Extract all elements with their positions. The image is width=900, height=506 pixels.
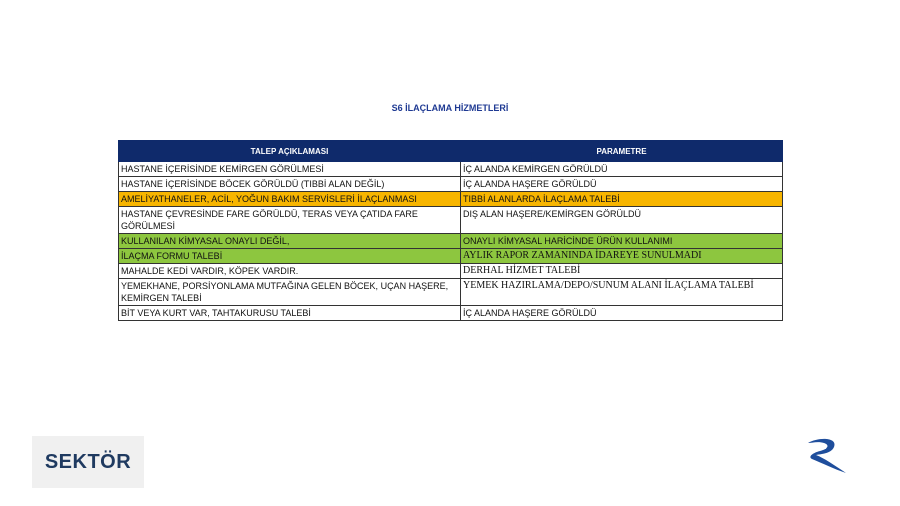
cell-parametre: TIBBİ ALANLARDA İLAÇLAMA TALEBİ: [461, 192, 783, 207]
cell-parametre: DERHAL HİZMET TALEBİ: [461, 264, 783, 279]
cell-parametre: YEMEK HAZIRLAMA/DEPO/SUNUM ALANI İLAÇLAMA TALEBİ: [461, 279, 783, 306]
cell-talep: HASTANE ÇEVRESİNDE FARE GÖRÜLDÜ, TERAS VEYA ÇATIDA FARE GÖRÜLMESİ: [119, 207, 461, 234]
header-parametre: PARAMETRE: [461, 141, 783, 162]
ilaclama-table: [118, 140, 783, 321]
sektor-logo: [32, 436, 144, 488]
table-row: [119, 207, 783, 234]
cell-parametre: DIŞ ALAN HAŞERE/KEMİRGEN GÖRÜLDÜ: [461, 207, 783, 234]
cell-talep: HASTANE İÇERİSİNDE KEMİRGEN GÖRÜLMESİ: [119, 162, 461, 177]
cell-parametre: İÇ ALANDA HAŞERE GÖRÜLDÜ: [461, 306, 783, 321]
table-row: [119, 306, 783, 321]
sektor-logo-text: SEKTÖR: [44, 450, 132, 473]
r-swoosh-logo-icon: [804, 437, 848, 477]
cell-talep: HASTANE İÇERİSİNDE BÖCEK GÖRÜLDÜ (TIBBİ ALAN DEĞİL): [119, 177, 461, 192]
table-row: [119, 192, 783, 207]
table-row: [119, 249, 783, 264]
page-title: S6 İLAÇLAMA HİZMETLERİ: [391, 103, 509, 113]
cell-talep: KULLANILAN KİMYASAL ONAYLI DEĞİL,: [119, 234, 461, 249]
table-header-row: [119, 141, 783, 162]
cell-talep: İLAÇMA FORMU TALEBİ: [119, 249, 461, 264]
table-row: [119, 279, 783, 306]
header-talep: TALEP AÇIKLAMASI: [119, 141, 461, 162]
cell-parametre: ONAYLI KİMYASAL HARİCİNDE ÜRÜN KULLANIMI: [461, 234, 783, 249]
table-row: [119, 177, 783, 192]
cell-talep: AMELİYATHANELER, ACİL, YOĞUN BAKIM SERVİSLERİ İLAÇLANMASI: [119, 192, 461, 207]
cell-talep: YEMEKHANE, PORSİYONLAMA MUTFAĞINA GELEN BÖCEK, UÇAN HAŞERE, KEMİRGEN TALEBİ: [119, 279, 461, 306]
cell-talep: MAHALDE KEDİ VARDIR, KÖPEK VARDIR.: [119, 264, 461, 279]
cell-parametre: AYLIK RAPOR ZAMANINDA İDAREYE SUNULMADI: [461, 249, 783, 264]
table-row: [119, 234, 783, 249]
cell-talep: BİT VEYA KURT VAR, TAHTAKURUSU TALEBİ: [119, 306, 461, 321]
cell-parametre: İÇ ALANDA HAŞERE GÖRÜLDÜ: [461, 177, 783, 192]
table-row: [119, 162, 783, 177]
cell-parametre: İÇ ALANDA KEMİRGEN GÖRÜLDÜ: [461, 162, 783, 177]
table-row: [119, 264, 783, 279]
